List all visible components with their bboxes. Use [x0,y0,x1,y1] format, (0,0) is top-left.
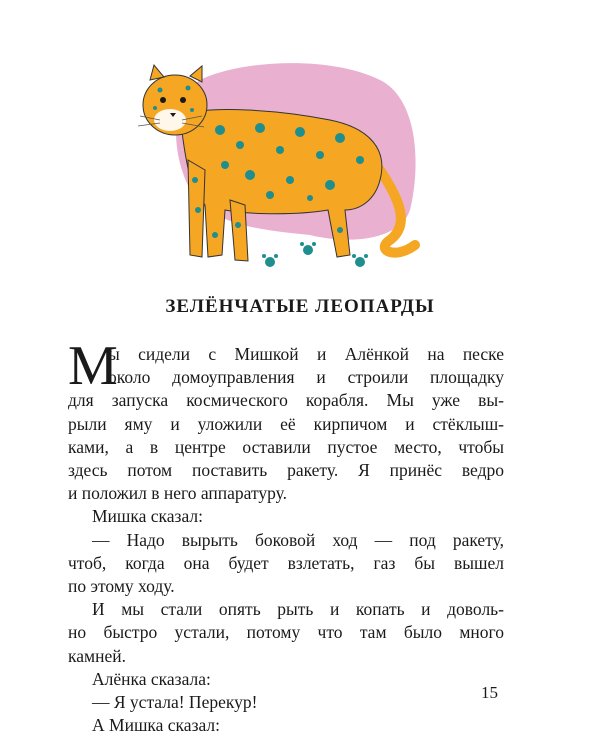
text-line: камней. [68,645,126,666]
chapter-title: ЗЕЛЁНЧАТЫЕ ЛЕОПАРДЫ [165,296,435,317]
text-line: здесь потом поставить ракету. Я принёс ведро [68,460,504,481]
text-line: для запуска космического корабля. Мы уже вы- [68,390,504,411]
text-line: рыли яму и уложили её кирпичом и стёклыш- [68,413,504,434]
text-line: Алёнка сказала: [92,668,211,689]
text-line: но быстро устали, потому что там было много [68,622,504,643]
story-text [68,335,504,737]
text-line: ы сидели с Мишкой и Алёнкой на песке [108,344,504,364]
paragraph-7 [68,714,504,737]
drop-cap: М [68,335,118,397]
text-line: А Мишка сказал: [92,715,220,736]
text-line: по этому ходу. [68,576,175,597]
text-line: около домоуправления и строили площадку [108,367,504,388]
text-line: — Я устала! Перекур! [92,692,258,713]
text-line: ками, а в центре оставили пустое место, чтобы [68,436,504,457]
text-line: чтоб, когда она будет взлетать, газ бы вышел [68,552,504,573]
paw-prints [262,242,368,267]
leopard-illustration [130,50,440,285]
paragraph-6 [68,691,504,714]
text-line: и положил в него аппаратуру. [68,483,288,504]
paragraph-2 [68,505,504,528]
paragraph-4 [68,598,504,668]
text-line: — Надо вырыть боковой ход — под ракету, [92,529,504,550]
paragraph-5 [68,668,504,691]
text-line: Мишка сказал: [92,506,203,527]
paragraph-1 [68,335,504,505]
text-line: И мы стали опять рыть и копать и доволь- [92,599,504,620]
page-number: 15 [481,683,498,702]
paragraph-3 [68,529,504,599]
